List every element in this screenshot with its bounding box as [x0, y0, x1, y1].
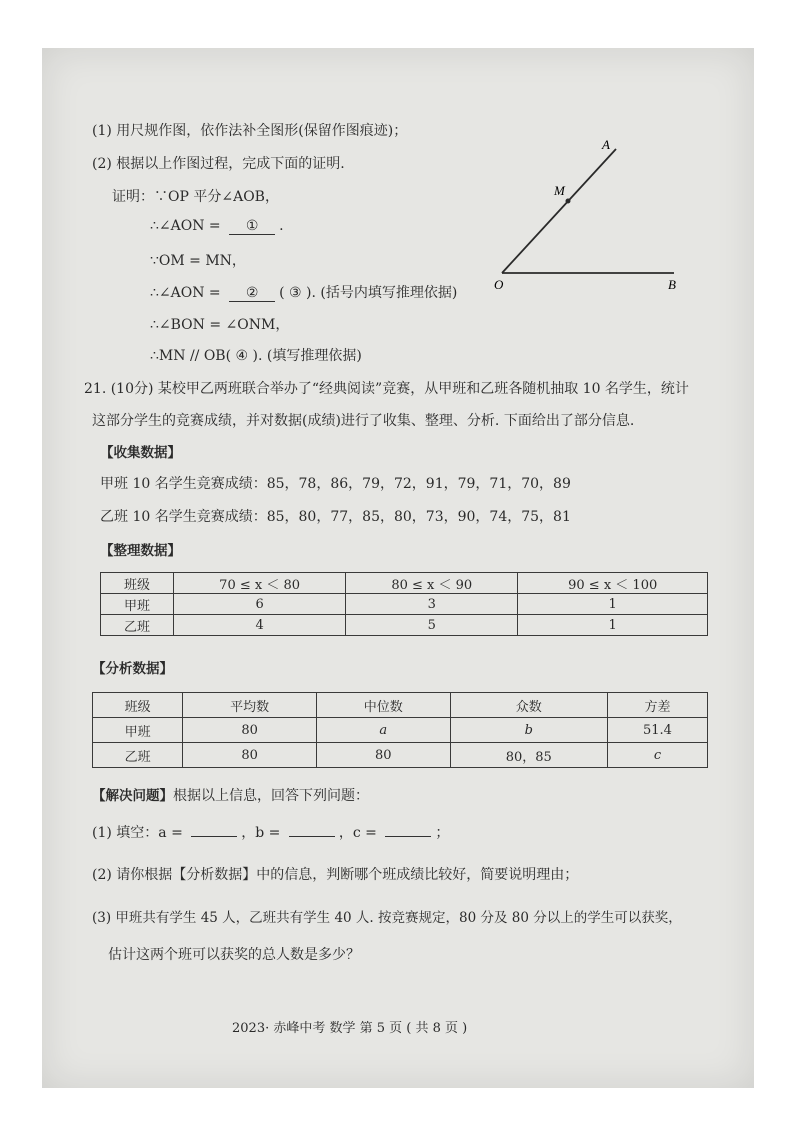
table-cell: a: [316, 718, 450, 743]
label-a: A: [602, 137, 610, 152]
header-cell: 平均数: [183, 693, 317, 718]
label-b: B: [668, 277, 676, 292]
header-cell: 众数: [450, 693, 607, 718]
q21-intro-1: 21. (10分) 某校甲乙两班联合举办了“经典阅读”竞赛，从甲班和乙班各随机抽取 10 名学生，统计: [84, 381, 689, 397]
table-cell: 乙班: [93, 743, 183, 768]
table-cell: 6: [174, 594, 346, 615]
solve-line: 【解决问题】根据以上信息，回答下列问题：: [92, 788, 369, 804]
organize-header-row: [101, 573, 708, 594]
table-row: [101, 594, 708, 615]
analyze-title: 【分析数据】: [92, 661, 173, 677]
header-cell: 70 ≤ x ＜ 80: [174, 573, 346, 594]
table-cell: 51.4: [607, 718, 707, 743]
proof-line-3: ∵OM = MN，: [150, 253, 246, 269]
table-cell: 80: [183, 718, 317, 743]
header-cell: 80 ≤ x ＜ 90: [346, 573, 518, 594]
page-footer: 2023· 赤峰中考 数学 第 5 页 ( 共 8 页 ): [232, 1021, 468, 1036]
ray-oa: [502, 149, 616, 273]
table-cell: 80，85: [450, 743, 607, 768]
collect-title: 【收集数据】: [100, 445, 181, 461]
proof-line-4: ∴∠AON = ② ( ③ ). (括号内填写推理依据): [150, 285, 458, 301]
blank-1: ①: [229, 218, 275, 235]
sub-question-1: (1) 填空：a = ，b = ，c = ；: [92, 825, 450, 841]
table-cell: 4: [174, 615, 346, 636]
angle-figure: [490, 135, 690, 295]
header-cell: 方差: [607, 693, 707, 718]
header-cell: 班级: [93, 693, 183, 718]
table-row: [101, 615, 708, 636]
part2-instruction: (2) 根据以上作图过程，完成下面的证明.: [92, 156, 345, 172]
answer-blank-b[interactable]: [289, 836, 335, 837]
table-cell: 3: [346, 594, 518, 615]
solve-title: 【解决问题】: [92, 788, 173, 804]
table-row: [93, 718, 708, 743]
label-m: M: [554, 183, 565, 198]
proof-line-6: ∴MN // OB( ④ ). (填写推理依据): [150, 348, 362, 364]
analyze-table: [92, 692, 708, 768]
organize-title: 【整理数据】: [100, 543, 181, 559]
header-cell: 中位数: [316, 693, 450, 718]
table-cell: 80: [316, 743, 450, 768]
header-cell: 班级: [101, 573, 174, 594]
proof-line-2: ∴∠AON = ① .: [150, 218, 284, 234]
sub-question-3-line-2: 估计这两个班可以获奖的总人数是多少？: [108, 947, 360, 963]
sub-question-3-line-1: (3) 甲班共有学生 45 人，乙班共有学生 40 人. 按竞赛规定，80 分及 80 分以上的学生可以获奖，: [92, 910, 682, 926]
class-b-scores: 乙班 10 名学生竞赛成绩：85，80，77，85，80，73，90，74，75，81: [100, 509, 571, 525]
class-a-scores: 甲班 10 名学生竞赛成绩：85，78，86，79，72，91，79，71，70，89: [100, 476, 571, 492]
part1-instruction: (1) 用尺规作图，依作法补全图形(保留作图痕迹)；: [92, 123, 408, 139]
table-cell: 80: [183, 743, 317, 768]
table-cell: b: [450, 718, 607, 743]
table-cell: 5: [346, 615, 518, 636]
table-cell: 1: [518, 615, 708, 636]
header-cell: 90 ≤ x ＜ 100: [518, 573, 708, 594]
table-cell: 甲班: [93, 718, 183, 743]
proof-line-5: ∴∠BON = ∠ONM，: [150, 317, 290, 333]
point-m: [566, 199, 571, 204]
organize-table: [100, 572, 708, 636]
answer-blank-c[interactable]: [385, 836, 431, 837]
proof-line-1: 证明：∵OP 平分∠AOB，: [112, 189, 279, 205]
table-row: [93, 743, 708, 768]
label-o: O: [494, 277, 504, 292]
blank-2: ②: [229, 285, 275, 302]
answer-blank-a[interactable]: [191, 836, 237, 837]
q21-intro-2: 这部分学生的竞赛成绩，并对数据(成绩)进行了收集、整理、分析. 下面给出了部分信息.: [92, 413, 635, 429]
table-cell: 甲班: [101, 594, 174, 615]
table-cell: 1: [518, 594, 708, 615]
table-cell: 乙班: [101, 615, 174, 636]
analyze-header-row: [93, 693, 708, 718]
sub-question-2: (2) 请你根据【分析数据】中的信息，判断哪个班成绩比较好，简要说明理由；: [92, 867, 579, 883]
table-cell: c: [607, 743, 707, 768]
